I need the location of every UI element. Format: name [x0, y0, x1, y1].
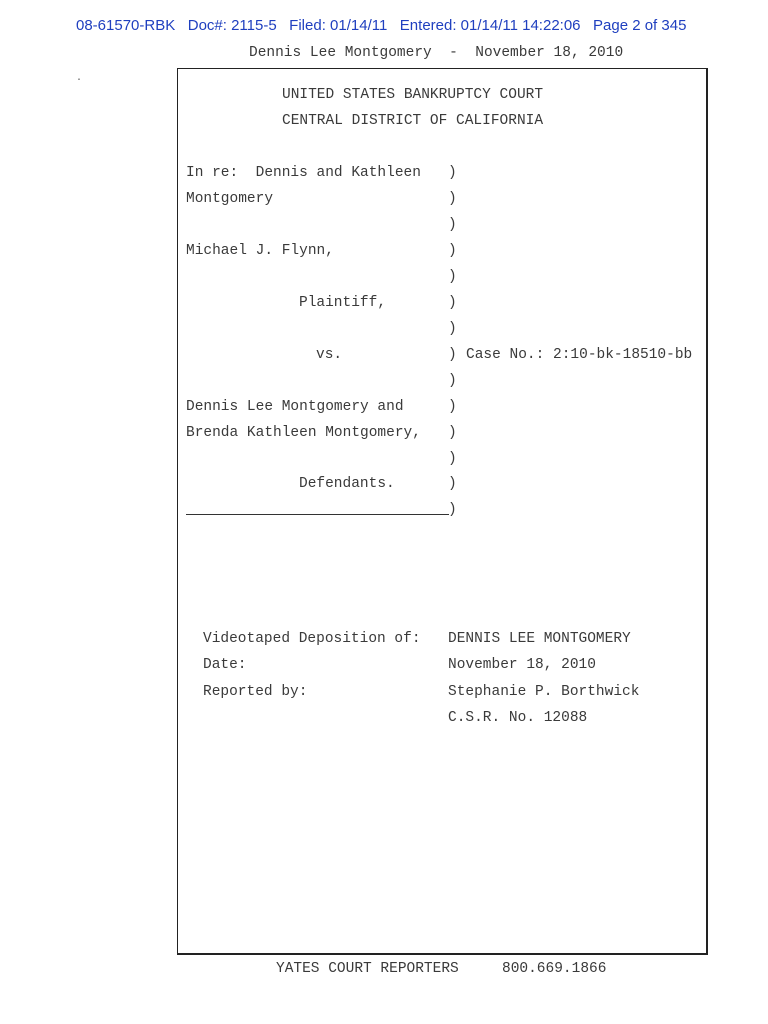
caption-paren: )	[448, 321, 457, 337]
label-witness: Videotaped Deposition of:	[203, 631, 421, 647]
caption-underline	[186, 514, 449, 515]
caption-paren: )	[448, 476, 457, 492]
case-number: Case No.: 2:10-bk-18510-bb	[466, 347, 693, 363]
defendant-line-1: Dennis Lee Montgomery and	[186, 399, 404, 415]
plaintiff-role: Plaintiff,	[299, 295, 387, 311]
caption-paren: )	[448, 451, 457, 467]
caption-paren: )	[448, 373, 457, 389]
court-district: CENTRAL DISTRICT OF CALIFORNIA	[282, 113, 544, 129]
caption-paren: )	[448, 269, 457, 285]
footer-reporter-company: YATES COURT REPORTERS	[276, 961, 459, 977]
running-title: Dennis Lee Montgomery - November 18, 2010	[249, 45, 624, 61]
value-csr: C.S.R. No. 12088	[448, 710, 588, 726]
defendant-role: Defendants.	[299, 476, 395, 492]
in-re-line-1: In re: Dennis and Kathleen	[186, 165, 421, 181]
filing-stamp: 08-61570-RBK Doc#: 2115-5 Filed: 01/14/11 Entered: 01/14/11 14:22:06 Page 2 of 345	[76, 17, 687, 34]
label-reporter: Reported by:	[203, 684, 308, 700]
versus: vs.	[316, 347, 343, 363]
caption-paren: )	[448, 425, 457, 441]
caption-paren: )	[448, 399, 457, 415]
caption-paren: )	[448, 165, 457, 181]
defendant-line-2: Brenda Kathleen Montgomery,	[186, 425, 421, 441]
value-reporter: Stephanie P. Borthwick	[448, 684, 640, 700]
footer-phone: 800.669.1866	[502, 961, 607, 977]
label-date: Date:	[203, 657, 247, 673]
caption-paren: )	[448, 191, 457, 207]
plaintiff-name: Michael J. Flynn,	[186, 243, 334, 259]
court-name: UNITED STATES BANKRUPTCY COURT	[282, 87, 544, 103]
caption-paren: )	[448, 243, 457, 259]
caption-paren: )	[448, 217, 457, 233]
value-date: November 18, 2010	[448, 657, 596, 673]
value-witness: DENNIS LEE MONTGOMERY	[448, 631, 631, 647]
margin-mark: .	[76, 73, 83, 84]
caption-paren: )	[448, 295, 457, 311]
caption-paren: )	[448, 502, 457, 518]
caption-paren: )	[448, 347, 457, 363]
in-re-line-2: Montgomery	[186, 191, 274, 207]
